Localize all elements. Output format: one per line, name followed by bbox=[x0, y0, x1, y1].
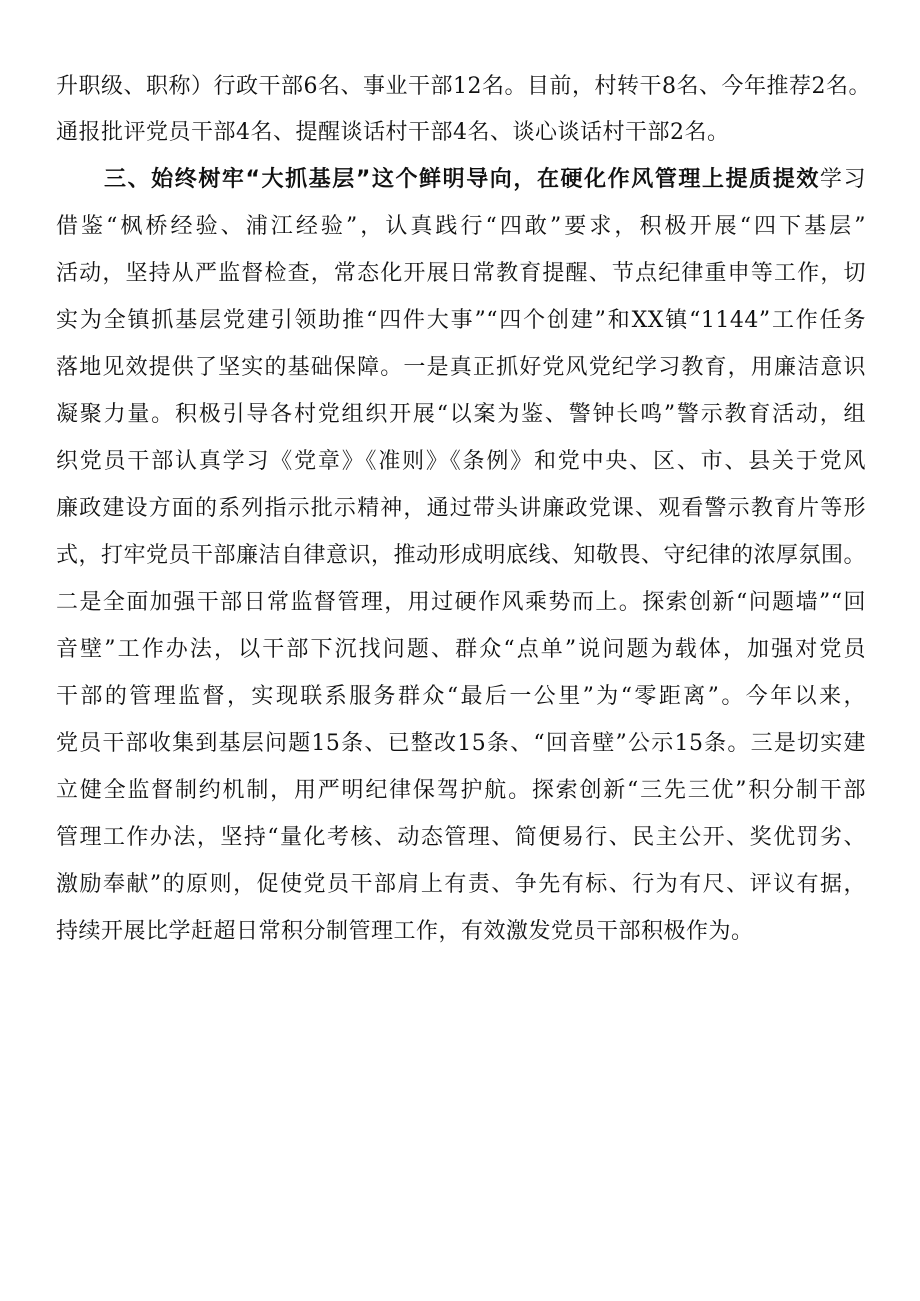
text-line: 管理工作办法，坚持“量化考核、动态管理、简便易行、民主公开、奖优罚劣、 bbox=[56, 825, 866, 850]
text-line: 式，打牢党员干部廉洁自律意识，推动形成明底线、知敬畏、守纪律的浓厚氛围。 bbox=[56, 543, 867, 568]
section-heading-line bbox=[104, 157, 866, 203]
text-fragment: 学习 bbox=[819, 167, 866, 192]
text-line: 升职级、职称）行政干部6名、事业干部12名。目前，村转干8名、今年推荐2名。 bbox=[56, 74, 871, 99]
text-line: 织党员干部认真学习《党章》《准则》《条例》和党中央、区、市、县关于党风 bbox=[56, 449, 866, 474]
text-line: 音壁”工作办法，以干部下沉找问题、群众“点单”说问题为载体，加强对党员 bbox=[56, 637, 866, 662]
text-line: 通报批评党员干部4名、提醒谈话村干部4名、谈心谈话村干部2名。 bbox=[56, 120, 730, 145]
text-line: 干部的管理监督，实现联系服务群众“最后一公里”为“零距离”。今年以来， bbox=[56, 684, 866, 709]
text-line: 持续开展比学赶超日常积分制管理工作，有效激发党员干部积极作为。 bbox=[56, 919, 754, 944]
text-line: 活动，坚持从严监督检查，常态化开展日常教育提醒、节点纪律重申等工作，切 bbox=[56, 261, 866, 286]
text-line: 借鉴“枫桥经验、浦江经验”，认真践行“四敢”要求，积极开展“四下基层” bbox=[56, 214, 866, 239]
text-line: 二是全面加强干部日常监督管理，用过硬作风乘势而上。探索创新“问题墙”“回 bbox=[56, 590, 866, 615]
text-line: 廉政建设方面的系列指示批示精神，通过带头讲廉政党课、观看警示教育片等形 bbox=[56, 496, 866, 521]
text-line: 激励奉献”的原则，促使党员干部肩上有责、争先有标、行为有尺、评议有据， bbox=[56, 872, 866, 897]
section-heading: 三、始终树牢“大抓基层”这个鲜明导向，在硬化作风管理上提质提效 bbox=[104, 167, 820, 192]
text-line: 凝聚力量。积极引导各村党组织开展“以案为鉴、警钟长鸣”警示教育活动，组 bbox=[56, 402, 866, 427]
text-line: 党员干部收集到基层问题15条、已整改15条、“回音壁”公示15条。三是切实建 bbox=[56, 731, 866, 756]
text-line: 落地见效提供了坚实的基础保障。一是真正抓好党风党纪学习教育，用廉洁意识 bbox=[56, 355, 866, 380]
text-line: 实为全镇抓基层党建引领助推“四件大事”“四个创建”和XX镇“1144”工作任务 bbox=[56, 308, 866, 333]
text-line: 立健全监督制约机制，用严明纪律保驾护航。探索创新“三先三优”积分制干部 bbox=[56, 778, 866, 803]
